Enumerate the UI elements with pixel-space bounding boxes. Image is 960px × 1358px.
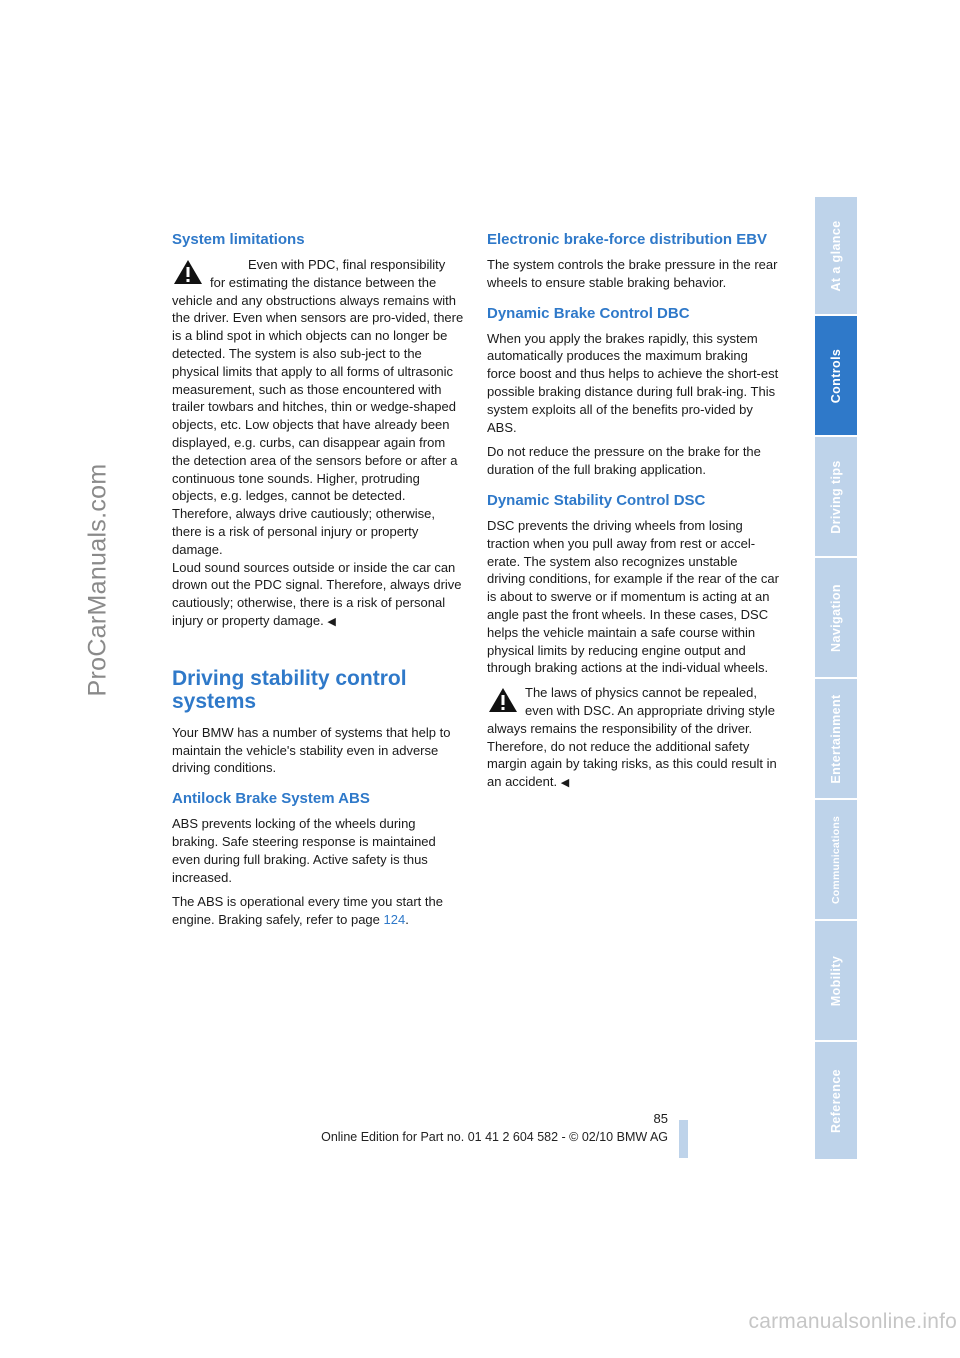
tab-label: Entertainment: [829, 693, 843, 784]
paragraph-dbc-2: Do not reduce the pressure on the brake for the duration of the full braking application.: [487, 444, 761, 478]
tab-at-a-glance[interactable]: [815, 197, 857, 316]
page-link-124[interactable]: 124: [383, 912, 406, 928]
tab-label: Driving tips: [829, 459, 843, 534]
tab-label: Reference: [829, 1068, 843, 1133]
heading-ebv: Electronic brake-force distribution EBV: [487, 231, 768, 248]
end-mark: ◀: [560, 777, 570, 790]
heading-dbc: Dynamic Brake Control DBC: [487, 304, 690, 322]
left-column: [172, 228, 464, 936]
right-column: [487, 228, 779, 800]
watermark-text: ProCarManuals.com: [83, 463, 112, 697]
heading-dsc: Dynamic Stability Control DSC: [487, 491, 706, 509]
paragraph-dsc: DSC prevents the driving wheels from losing traction when you pull away from rest or accel-erate. The system also recognizes unstable driving conditions, for example if the rear of the car is about to swerve or if momentum is acting at an angle past the front wheels. In these cases, DSC helps the vehicle maintain a safe course within physical limits by reducing engine output and through braking actions at the indi-vidual wheels.: [487, 517, 779, 676]
tab-mobility[interactable]: [815, 921, 857, 1042]
heading-system-limitations: System limitations: [172, 231, 305, 248]
warning-text-dsc: The laws of physics cannot be repealed, even with DSC. An appropriate driving style always remains the responsibility of the driver. Therefore, do not reduce the additional safety margin again by taking risks, as this could result in an accident.: [487, 685, 777, 790]
warning-block-dsc: [487, 684, 779, 793]
tab-label: Controls: [829, 348, 843, 403]
tab-label: At a glance: [829, 219, 843, 292]
tab-driving-tips[interactable]: [815, 437, 857, 558]
paragraph-dbc-1: When you apply the brakes rapidly, this system automatically produces the maximum braking force boost and thus helps to achieve the short-est possible braking distance during full brak-ing. This system exploits all of the benefits pro-vided by ABS.: [487, 330, 779, 435]
chapter-tabs: [815, 197, 857, 1161]
tab-navigation[interactable]: [815, 558, 857, 679]
page-number: 85: [653, 1111, 668, 1126]
warning-text-pdc-2: Loud sound sources outside or inside the car can drown out the PDC signal. Therefore, always drive cautiously; otherwise, there is a risk of personal injury or property damage.: [172, 559, 462, 628]
warning-triangle-icon: [487, 686, 519, 714]
heading-driving-stability: Driving stability control systems: [172, 666, 407, 713]
tab-label: Communications: [830, 815, 842, 904]
tab-label: Navigation: [829, 583, 843, 652]
site-footer-logo: carmanualsonline.info: [748, 1310, 957, 1333]
tab-communications[interactable]: [815, 800, 857, 921]
tab-entertainment[interactable]: [815, 679, 857, 800]
warning-text-pdc: Even with PDC, final responsibility for estimating the distance between the vehicle and any obstructions always remains with the driver. Even when sensors are pro-vided, there is a blind spot in which objects can no longer be detected. The system is also sub-ject to the physical limits that apply to all forms of ultrasonic measurement, such as those encountered with trailer towbars and hitches, thin or wedge-shaped objects, etc. Low objects that have already been displayed, e.g. curbs, can disappear again from the detection area of the sensors before or after a continuous tone sounds. Higher, protruding objects, e.g. ledges, cannot be detected. Therefore, always drive cautiously; otherwise, there is a risk of personal injury or property damage.: [172, 257, 464, 557]
abs-period: .: [405, 912, 409, 928]
footer-text: Online Edition for Part no. 01 41 2 604 582 - © 02/10 BMW AG: [321, 1130, 668, 1144]
tab-controls[interactable]: [815, 316, 857, 437]
paragraph-dsc-intro: Your BMW has a number of systems that help to maintain the vehicle's stability even in adverse driving conditions.: [172, 724, 451, 776]
page-marker-bar: [679, 1120, 688, 1158]
tab-reference[interactable]: [815, 1042, 857, 1161]
paragraph-abs-2: [172, 893, 464, 929]
warning-triangle-icon: [172, 258, 204, 286]
paragraph-ebv: The system controls the brake pressure in the rear wheels to ensure stable braking behavior.: [487, 257, 778, 290]
heading-abs: Antilock Brake System ABS: [172, 790, 370, 808]
end-mark: ◀: [327, 615, 336, 628]
paragraph-abs-1: ABS prevents locking of the wheels during braking. Safe steering response is maintained even during full braking. Active safety is thus increased.: [172, 816, 436, 885]
tab-label: Mobility: [829, 955, 843, 1006]
abs-text: The ABS is operational every time you start the engine. Braking safely, refer to page: [172, 894, 443, 928]
warning-block-pdc: [172, 256, 464, 632]
